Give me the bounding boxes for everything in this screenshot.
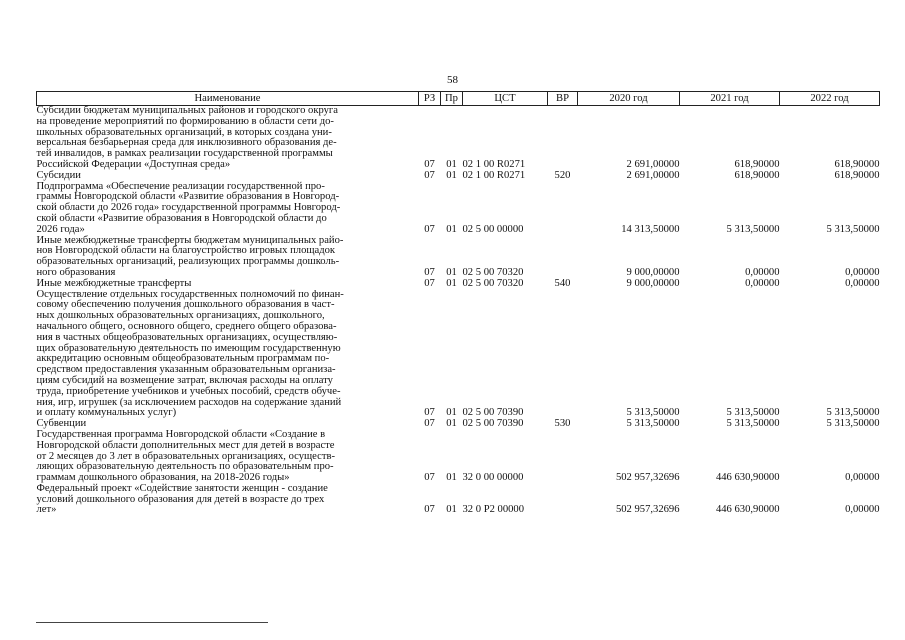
row-2020: 9 000,00000 — [626, 266, 680, 278]
row-cst: 02 1 00 R0271 — [462, 158, 526, 170]
row-2020: 5 313,50000 — [626, 418, 680, 430]
row-2022: 618,90000 — [834, 169, 880, 181]
row-name: Государственная программа Новгородской области «Создание в Новгородской области дополнительных мест для детей в возрасте от 2 месяцев до 3 лет в образовательных организациях, осуществ- ляющих образовательную деятельность по образовательным про- граммам дошкольного образования, на 2018-2026 годы» — [36, 428, 335, 484]
row-pr: 01 — [446, 277, 457, 289]
row-2021: 5 313,50000 — [726, 407, 780, 419]
row-name: Федеральный проект «Содействие занятости женщин - создание условий дошкольного образования для детей в возрасте до трех лет» — [36, 482, 328, 516]
row-2020: 502 957,32696 — [615, 504, 680, 516]
header-row — [37, 92, 880, 106]
row-vr: 520 — [554, 169, 571, 181]
row-2020: 2 691,00000 — [626, 169, 680, 181]
row-vr — [548, 430, 578, 484]
header-vr: ВР — [548, 92, 578, 106]
row-name: Субсидии бюджетам муниципальных районов и городского округа на проведение мероприятий по формированию в области сети до- школьных образовательных организаций, в которых создана уни- версальная безбарьерная среда для инклюзивного образования де- тей инвалидов, в рамках реализации государственной программы Российской Федерации «Доступная среда» — [36, 105, 338, 170]
row-2020: 5 313,50000 — [626, 407, 680, 419]
row-pr: 01 — [446, 266, 457, 278]
row-2022: 5 313,50000 — [826, 223, 880, 235]
row-name: Иные межбюджетные трансферты — [36, 277, 192, 289]
row-2021: 618,90000 — [734, 169, 780, 181]
row-rz: 07 — [424, 472, 435, 484]
row-cst: 02 5 00 00000 — [462, 223, 524, 235]
row-2020: 2 691,00000 — [626, 158, 680, 170]
row-rz: 07 — [424, 407, 435, 419]
row-vr — [548, 484, 578, 516]
header-2021: 2021 год — [680, 92, 780, 106]
header-pr: Пр — [441, 92, 463, 106]
row-pr: 01 — [446, 223, 457, 235]
row-vr: 530 — [554, 418, 571, 430]
row-cst: 32 0 P2 00000 — [462, 504, 525, 516]
row-2021: 5 313,50000 — [726, 223, 780, 235]
row-pr: 01 — [446, 407, 457, 419]
row-2022: 0,00000 — [845, 266, 880, 278]
row-rz: 07 — [424, 277, 435, 289]
row-vr: 540 — [554, 277, 571, 289]
header-name: Наименование — [37, 92, 419, 106]
table-row — [37, 430, 880, 484]
row-2020: 9 000,00000 — [626, 277, 680, 289]
row-rz: 07 — [424, 418, 435, 430]
row-2022: 5 313,50000 — [826, 407, 880, 419]
row-2022: 5 313,50000 — [826, 418, 880, 430]
table-row — [37, 236, 880, 279]
row-rz: 07 — [424, 504, 435, 516]
row-name: Иные межбюджетные трансферты бюджетам муниципальных райо- нов Новгородской области на благоустройство игровых площадок образовательных организаций, реализующих программы дошколь- ного образования — [36, 234, 344, 278]
row-rz: 07 — [424, 223, 435, 235]
row-cst: 02 5 00 70390 — [462, 407, 524, 419]
row-2021: 0,00000 — [745, 277, 780, 289]
row-name: Субвенции — [36, 418, 87, 430]
row-cst: 02 5 00 70320 — [462, 266, 524, 278]
header-2022: 2022 год — [780, 92, 880, 106]
row-rz: 07 — [424, 169, 435, 181]
row-2021: 5 313,50000 — [726, 418, 780, 430]
table-row — [37, 279, 880, 290]
row-cst: 02 1 00 R0271 — [462, 169, 526, 181]
budget-table — [36, 91, 880, 516]
row-vr — [548, 106, 578, 171]
row-name: Осуществление отдельных государственных полномочий по финан- совому обеспечению получения дошкольного образования в част- ных дошкольных образовательных организациях, дошкольного, начального общего, основного общего, среднего общего образова- ния в частных общеобразовательных организациях, осуществляю- щих образовательную деятельность по имеющим государственную аккредитацию основным общеобразовательным программам по- средством предоставления указанным образовательным организа- циям субсидий на возмещение затрат, включая расходы на оплату труда, приобретение учебников и учебных пособий, средств обуче- ния, игр, игрушек (за исключением расходов на содержание зданий и оплату коммунальных услуг) — [36, 288, 344, 419]
row-2021: 618,90000 — [734, 158, 780, 170]
page-number: 58 — [447, 74, 458, 86]
table-row — [37, 106, 880, 171]
row-vr — [548, 236, 578, 279]
row-2021: 0,00000 — [745, 266, 780, 278]
row-pr: 01 — [446, 504, 457, 516]
table-row — [37, 171, 880, 182]
row-rz: 07 — [424, 158, 435, 170]
row-name: Подпрограмма «Обеспечение реализации государственной про- граммы Новгородской области «Развитие образования в Новгород- ской области до 2026 года» государственной программы Новгород- ской области «Развитие образования в Новгородской области до 2026 года» — [36, 180, 341, 235]
row-cst: 02 5 00 70320 — [462, 277, 524, 289]
row-2020: 14 313,50000 — [621, 223, 680, 235]
row-pr: 01 — [446, 418, 457, 430]
footnote-divider — [36, 622, 268, 623]
table-row — [37, 484, 880, 516]
row-cst: 32 0 00 00000 — [462, 472, 524, 484]
row-pr: 01 — [446, 158, 457, 170]
row-2021: 446 630,90000 — [715, 472, 780, 484]
header-rz: РЗ — [419, 92, 441, 106]
row-vr — [548, 290, 578, 420]
row-pr: 01 — [446, 472, 457, 484]
row-cst: 02 5 00 70390 — [462, 418, 524, 430]
row-2021: 446 630,90000 — [715, 504, 780, 516]
row-2022: 0,00000 — [845, 472, 880, 484]
table-row — [37, 182, 880, 236]
row-2022: 0,00000 — [845, 277, 880, 289]
row-rz: 07 — [424, 266, 435, 278]
row-pr: 01 — [446, 169, 457, 181]
row-2022: 0,00000 — [845, 504, 880, 516]
table-row — [37, 290, 880, 420]
row-name: Субсидии — [36, 169, 81, 181]
header-2020: 2020 год — [578, 92, 680, 106]
row-vr — [548, 182, 578, 236]
row-2022: 618,90000 — [834, 158, 880, 170]
header-cst: ЦСТ — [463, 92, 548, 106]
row-2020: 502 957,32696 — [615, 472, 680, 484]
